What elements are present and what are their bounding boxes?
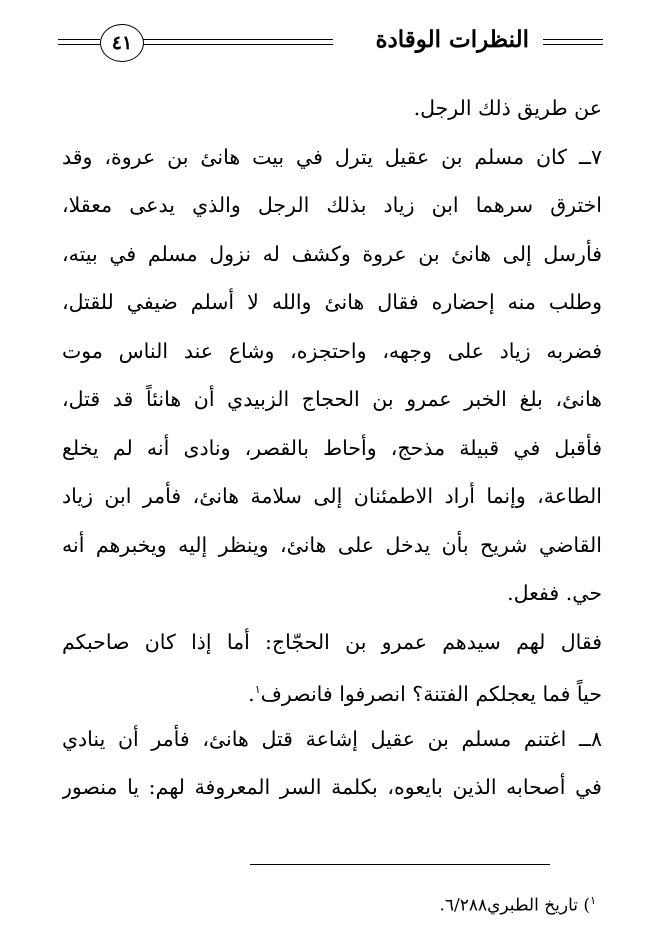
text-line: فأرسل إلى هانئ بن عروة وكشف له نزول مسلم في بيته، xyxy=(62,241,602,266)
text-line: اخترق سرهما ابن زياد بذلك الرجل والذي يدعى معقلا، xyxy=(62,193,602,217)
text-line: حياً فما يعجلكم الفتنة؟ انصرفوا فانصرف xyxy=(260,681,602,706)
text-line: فأقبل في قبيلة مذحج، وأحاط بالقصر، ونادى أنه لم يخلع xyxy=(62,435,602,460)
footnote-text: تاريخ الطبري٦/٢٨٨. xyxy=(439,895,579,916)
text-line: الطاعة، وإنما أراد الاطمئنان إلى سلامة هانئ، فأمر ابن زياد xyxy=(62,484,602,508)
header-rule-middle xyxy=(140,39,333,45)
footnote: $^١$) تاريخ الطبري٦/٢٨٨. xyxy=(439,894,596,916)
text-line: عن طريق ذلك الرجل. xyxy=(413,96,602,120)
header-rule-right xyxy=(543,39,603,45)
header-rule-left xyxy=(58,39,100,45)
text-line: ٧ــ كان مسلم بن عقيل يترل في بيت هانئ بن عروة، وقد xyxy=(62,144,602,169)
text-line-with-footnote: حياً فما يعجلكم الفتنة؟ انصرفوا فانصرف$^١$. xyxy=(248,681,602,706)
footnote-reference: ١ xyxy=(254,683,261,696)
text-line: حي. ففعل. xyxy=(507,581,602,605)
text-line: وطلب منه إحضاره فقال هانئ والله لا أسلم ضيفي للقتل، xyxy=(62,290,602,314)
page-title: النظرات الوقادة xyxy=(375,26,529,53)
footnote-marker: ١ xyxy=(590,894,596,907)
text-line: فقال لهم سيدهم عمرو بن الحجّاج: أما إذا كان صاحبكم xyxy=(62,629,602,654)
page-number-badge: ٤١ xyxy=(100,24,144,62)
text-line: هانئ، بلغ الخبر عمرو بن الحجاج الزبيدي أن هانئاً قد قتل، xyxy=(62,387,602,411)
text-line: فضربه زياد على وجهه، واحتجزه، وشاع عند الناس موت xyxy=(62,338,602,363)
page-header xyxy=(58,22,603,70)
footnote-separator xyxy=(250,864,550,865)
body-text xyxy=(62,84,602,812)
text-line: في أصحابه الذين بايعوه، بكلمة السر المعروفة لهم: يا منصور xyxy=(62,775,602,799)
text-line: ٨ــ اغتنم مسلم بن عقيل إشاعة قتل هانئ، فأمر أن ينادي xyxy=(62,726,602,751)
text-line: القاضي شريح بأن يدخل على هانئ، وينظر إليه ويخبرهم أنه xyxy=(62,532,602,557)
